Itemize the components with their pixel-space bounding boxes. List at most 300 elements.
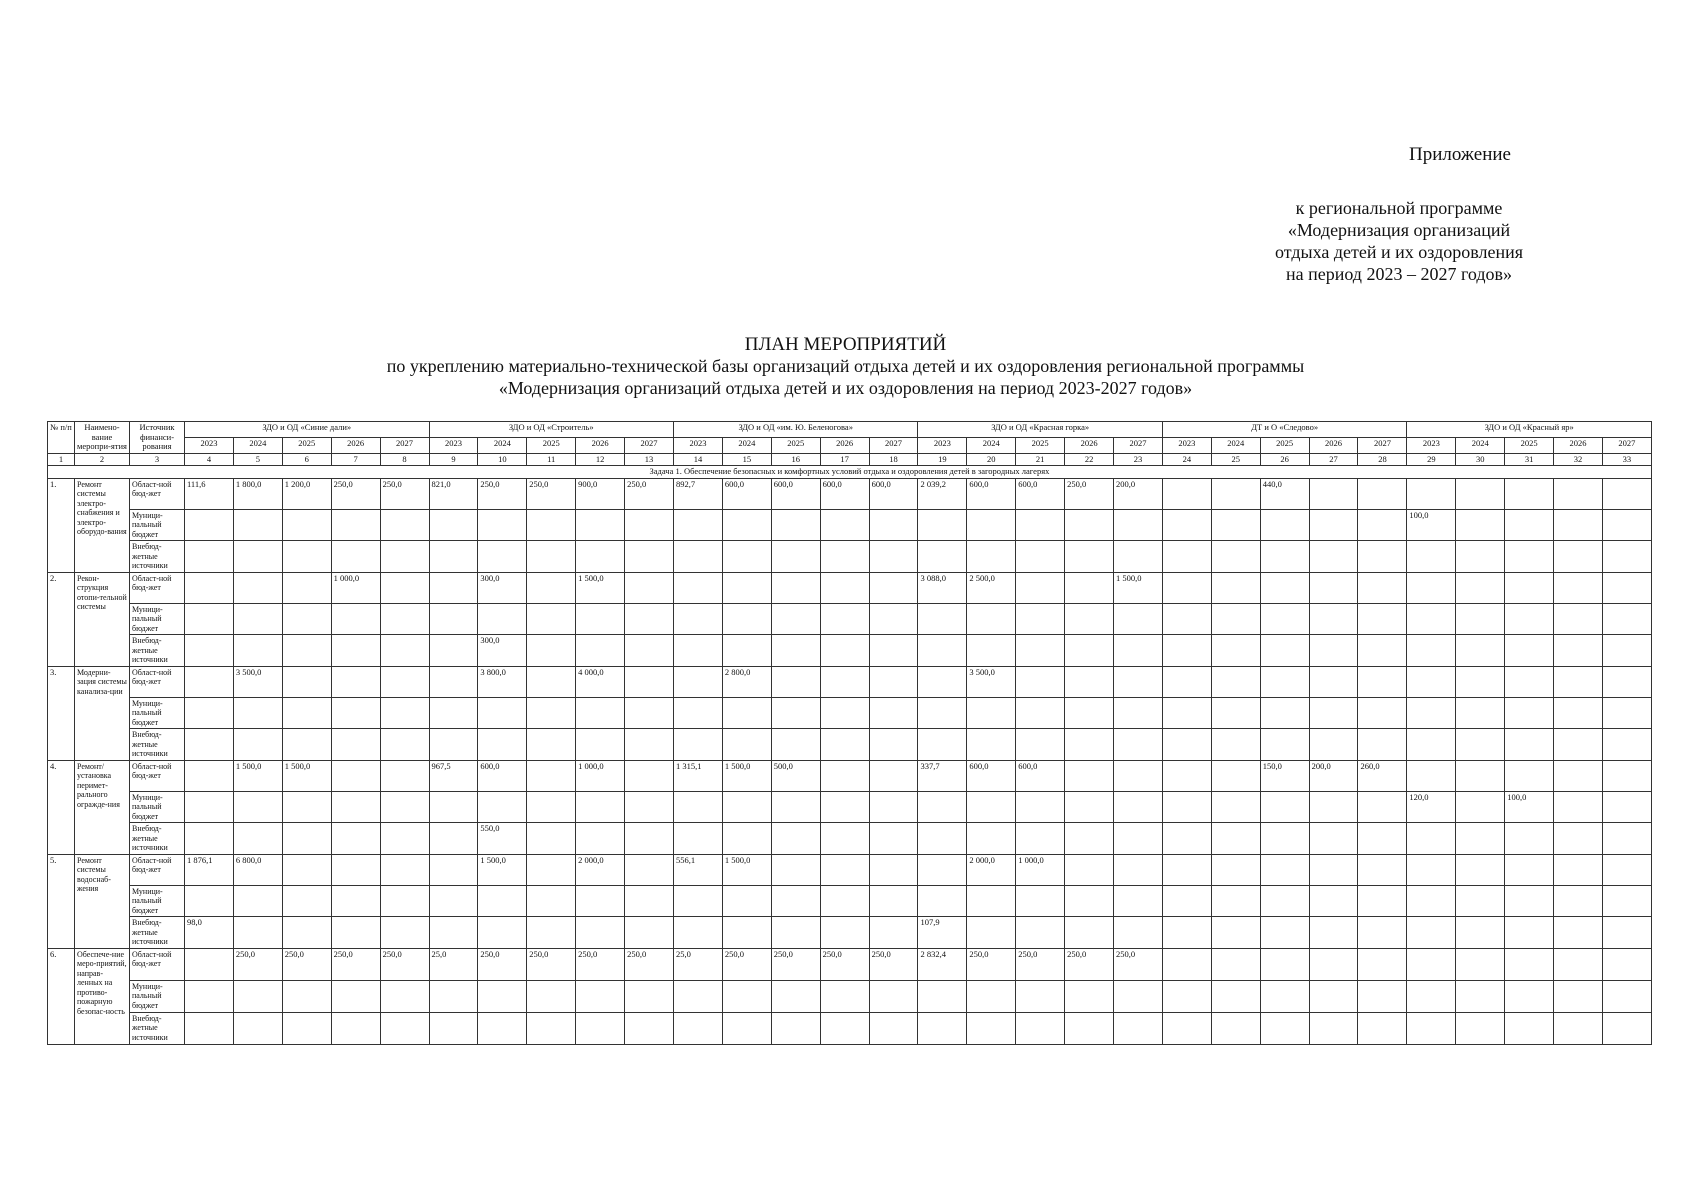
value-cell <box>1554 854 1603 885</box>
value-cell <box>869 666 918 697</box>
value-cell <box>478 980 527 1012</box>
value-cell <box>625 509 674 541</box>
value-cell <box>674 666 723 697</box>
value-cell <box>233 541 282 573</box>
value-cell <box>1456 635 1505 667</box>
value-cell <box>429 729 478 761</box>
value-cell <box>185 666 234 697</box>
value-cell <box>820 1012 869 1044</box>
value-cell <box>967 541 1016 573</box>
value-cell <box>1602 917 1651 949</box>
value-cell <box>967 697 1016 729</box>
value-cell <box>1554 917 1603 949</box>
value-cell: 250,0 <box>625 478 674 509</box>
value-cell <box>967 1012 1016 1044</box>
value-cell <box>674 823 723 855</box>
year-header: 2025 <box>527 437 576 453</box>
column-number: 18 <box>869 453 918 466</box>
value-cell <box>527 729 576 761</box>
value-cell: 98,0 <box>185 917 234 949</box>
value-cell: 250,0 <box>478 478 527 509</box>
year-header: 2025 <box>1260 437 1309 453</box>
value-cell <box>331 729 380 761</box>
value-cell <box>674 541 723 573</box>
value-cell <box>527 666 576 697</box>
value-cell <box>429 541 478 573</box>
value-cell: 250,0 <box>331 948 380 980</box>
value-cell: 250,0 <box>625 948 674 980</box>
table-row <box>48 885 1652 917</box>
column-number: 24 <box>1162 453 1211 466</box>
value-cell <box>1211 635 1260 667</box>
value-cell <box>1065 603 1114 635</box>
value-cell: 892,7 <box>674 478 723 509</box>
value-cell <box>869 509 918 541</box>
value-cell <box>1260 509 1309 541</box>
value-cell <box>429 885 478 917</box>
value-cell <box>1456 666 1505 697</box>
value-cell <box>820 760 869 791</box>
value-cell <box>527 885 576 917</box>
value-cell <box>282 666 331 697</box>
value-cell <box>1554 572 1603 603</box>
value-cell <box>869 729 918 761</box>
value-cell <box>1309 885 1358 917</box>
value-cell: 111,6 <box>185 478 234 509</box>
value-cell <box>233 509 282 541</box>
value-cell <box>1114 885 1163 917</box>
value-cell <box>1456 729 1505 761</box>
value-cell <box>233 572 282 603</box>
value-cell <box>478 1012 527 1044</box>
value-cell <box>1114 635 1163 667</box>
value-cell <box>380 541 429 573</box>
column-number: 27 <box>1309 453 1358 466</box>
column-number: 13 <box>625 453 674 466</box>
value-cell <box>722 541 771 573</box>
program-reference-line: к региональной программе <box>1295 198 1503 218</box>
value-cell <box>625 885 674 917</box>
value-cell <box>1211 1012 1260 1044</box>
value-cell: 2 800,0 <box>722 666 771 697</box>
value-cell <box>1407 603 1456 635</box>
value-cell <box>1016 885 1065 917</box>
year-header: 2025 <box>282 437 331 453</box>
value-cell: 337,7 <box>918 760 967 791</box>
year-header: 2027 <box>1602 437 1651 453</box>
value-cell: 821,0 <box>429 478 478 509</box>
value-cell <box>1211 541 1260 573</box>
value-cell <box>869 603 918 635</box>
value-cell <box>1358 635 1407 667</box>
value-cell <box>1260 1012 1309 1044</box>
value-cell <box>185 509 234 541</box>
funding-source: Муници-пальный бюджет <box>130 980 185 1012</box>
year-header: 2026 <box>1554 437 1603 453</box>
value-cell <box>674 603 723 635</box>
value-cell <box>1505 541 1554 573</box>
value-cell <box>527 980 576 1012</box>
value-cell <box>1456 823 1505 855</box>
value-cell <box>576 509 625 541</box>
value-cell: 2 000,0 <box>576 854 625 885</box>
value-cell <box>1554 1012 1603 1044</box>
measure-name: Обеспече-ние меро-приятий, направ-ленных на противо-пожарную безопас-ность <box>75 948 130 1044</box>
value-cell <box>1211 666 1260 697</box>
value-cell <box>1211 948 1260 980</box>
value-cell: 25,0 <box>674 948 723 980</box>
value-cell <box>771 509 820 541</box>
value-cell <box>1114 854 1163 885</box>
value-cell <box>1211 885 1260 917</box>
value-cell <box>282 1012 331 1044</box>
funding-source: Муници-пальный бюджет <box>130 509 185 541</box>
value-cell: 1 000,0 <box>331 572 380 603</box>
year-header: 2023 <box>185 437 234 453</box>
year-header: 2027 <box>380 437 429 453</box>
value-cell <box>1065 509 1114 541</box>
program-reference <box>1229 197 1569 285</box>
value-cell <box>918 885 967 917</box>
table-row <box>48 948 1652 980</box>
measure-name: Рекон-струкция отопи-тельной системы <box>75 572 130 666</box>
value-cell: 250,0 <box>380 948 429 980</box>
column-number: 5 <box>233 453 282 466</box>
value-cell <box>869 572 918 603</box>
value-cell <box>1456 572 1505 603</box>
value-cell <box>233 1012 282 1044</box>
value-cell <box>1260 697 1309 729</box>
value-cell: 1 000,0 <box>1016 854 1065 885</box>
value-cell <box>1260 917 1309 949</box>
value-cell <box>185 948 234 980</box>
value-cell: 107,9 <box>918 917 967 949</box>
value-cell: 260,0 <box>1358 760 1407 791</box>
value-cell <box>282 603 331 635</box>
value-cell <box>429 854 478 885</box>
row-number: 3. <box>48 666 75 760</box>
column-number: 14 <box>674 453 723 466</box>
value-cell <box>429 917 478 949</box>
value-cell <box>674 980 723 1012</box>
value-cell: 1 500,0 <box>282 760 331 791</box>
year-header: 2023 <box>674 437 723 453</box>
value-cell: 600,0 <box>478 760 527 791</box>
value-cell <box>1309 603 1358 635</box>
year-header: 2025 <box>1016 437 1065 453</box>
value-cell <box>918 541 967 573</box>
value-cell: 1 500,0 <box>233 760 282 791</box>
value-cell <box>1505 478 1554 509</box>
value-cell <box>1358 541 1407 573</box>
value-cell <box>820 729 869 761</box>
value-cell <box>1016 509 1065 541</box>
value-cell <box>674 917 723 949</box>
year-header: 2026 <box>1065 437 1114 453</box>
value-cell <box>771 635 820 667</box>
value-cell <box>1114 509 1163 541</box>
value-cell <box>282 729 331 761</box>
value-cell <box>429 572 478 603</box>
column-number: 33 <box>1602 453 1651 466</box>
column-number: 26 <box>1260 453 1309 466</box>
column-number: 3 <box>130 453 185 466</box>
value-cell <box>625 980 674 1012</box>
value-cell <box>1260 791 1309 823</box>
value-cell <box>1358 823 1407 855</box>
value-cell <box>1211 980 1260 1012</box>
value-cell <box>1016 823 1065 855</box>
value-cell <box>1554 791 1603 823</box>
value-cell <box>771 980 820 1012</box>
value-cell <box>1407 980 1456 1012</box>
value-cell <box>820 635 869 667</box>
value-cell: 4 000,0 <box>576 666 625 697</box>
value-cell <box>869 541 918 573</box>
value-cell: 900,0 <box>576 478 625 509</box>
value-cell <box>331 1012 380 1044</box>
value-cell <box>1114 760 1163 791</box>
row-number: 1. <box>48 478 75 572</box>
value-cell <box>331 854 380 885</box>
value-cell <box>185 697 234 729</box>
value-cell <box>1065 666 1114 697</box>
value-cell: 250,0 <box>233 948 282 980</box>
value-cell <box>1505 917 1554 949</box>
value-cell <box>1456 791 1505 823</box>
year-header: 2027 <box>1114 437 1163 453</box>
year-header: 2024 <box>233 437 282 453</box>
value-cell <box>1309 1012 1358 1044</box>
value-cell: 1 000,0 <box>576 760 625 791</box>
value-cell <box>1260 885 1309 917</box>
org-header: ЗДО и ОД «Синие дали» <box>185 422 430 438</box>
value-cell <box>722 791 771 823</box>
value-cell <box>1505 729 1554 761</box>
value-cell <box>527 760 576 791</box>
value-cell: 600,0 <box>967 760 1016 791</box>
value-cell <box>918 603 967 635</box>
column-number: 22 <box>1065 453 1114 466</box>
value-cell <box>1065 823 1114 855</box>
value-cell: 1 200,0 <box>282 478 331 509</box>
value-cell <box>527 854 576 885</box>
column-number: 7 <box>331 453 380 466</box>
value-cell <box>1309 541 1358 573</box>
value-cell <box>1260 854 1309 885</box>
value-cell <box>820 791 869 823</box>
value-cell <box>1114 541 1163 573</box>
value-cell <box>1211 603 1260 635</box>
value-cell <box>1456 509 1505 541</box>
column-number: 23 <box>1114 453 1163 466</box>
value-cell <box>1554 697 1603 729</box>
value-cell: 250,0 <box>478 948 527 980</box>
value-cell <box>185 823 234 855</box>
value-cell <box>1309 478 1358 509</box>
value-cell <box>1016 729 1065 761</box>
value-cell <box>1456 603 1505 635</box>
column-number: 1 <box>48 453 75 466</box>
value-cell <box>1358 791 1407 823</box>
value-cell <box>1114 980 1163 1012</box>
value-cell <box>185 980 234 1012</box>
value-cell <box>820 509 869 541</box>
year-header: 2024 <box>1456 437 1505 453</box>
value-cell <box>185 572 234 603</box>
value-cell <box>722 603 771 635</box>
value-cell <box>1016 791 1065 823</box>
value-cell <box>331 980 380 1012</box>
value-cell <box>869 697 918 729</box>
value-cell <box>722 917 771 949</box>
value-cell: 250,0 <box>771 948 820 980</box>
value-cell <box>1358 948 1407 980</box>
value-cell <box>1554 729 1603 761</box>
value-cell <box>380 572 429 603</box>
value-cell: 1 500,0 <box>1114 572 1163 603</box>
value-cell <box>1211 791 1260 823</box>
value-cell <box>576 635 625 667</box>
value-cell <box>1065 885 1114 917</box>
value-cell: 1 500,0 <box>722 854 771 885</box>
year-header: 2025 <box>771 437 820 453</box>
value-cell <box>527 917 576 949</box>
value-cell <box>429 823 478 855</box>
year-header: 2026 <box>1309 437 1358 453</box>
table-row <box>48 980 1652 1012</box>
value-cell: 300,0 <box>478 635 527 667</box>
appendix-label: Приложение <box>1409 144 1511 165</box>
value-cell <box>625 1012 674 1044</box>
value-cell <box>282 980 331 1012</box>
value-cell <box>1016 980 1065 1012</box>
column-number: 11 <box>527 453 576 466</box>
value-cell <box>1309 917 1358 949</box>
year-header: 2027 <box>1358 437 1407 453</box>
funding-source: Внебюд-жетные источники <box>130 1012 185 1044</box>
value-cell: 2 500,0 <box>967 572 1016 603</box>
value-cell <box>674 572 723 603</box>
column-number: 9 <box>429 453 478 466</box>
column-number: 12 <box>576 453 625 466</box>
value-cell <box>1162 885 1211 917</box>
value-cell <box>625 917 674 949</box>
value-cell <box>429 697 478 729</box>
value-cell: 600,0 <box>1016 478 1065 509</box>
value-cell <box>1162 572 1211 603</box>
value-cell <box>625 666 674 697</box>
value-cell <box>233 980 282 1012</box>
value-cell <box>233 697 282 729</box>
value-cell <box>527 791 576 823</box>
value-cell: 250,0 <box>576 948 625 980</box>
value-cell <box>1309 509 1358 541</box>
table-row <box>48 603 1652 635</box>
value-cell <box>380 917 429 949</box>
value-cell <box>722 980 771 1012</box>
value-cell <box>331 917 380 949</box>
value-cell <box>1358 885 1407 917</box>
table-row <box>48 791 1652 823</box>
value-cell <box>674 635 723 667</box>
value-cell <box>1162 791 1211 823</box>
value-cell <box>1407 541 1456 573</box>
value-cell <box>1505 980 1554 1012</box>
value-cell <box>1456 697 1505 729</box>
value-cell <box>1602 854 1651 885</box>
value-cell <box>380 666 429 697</box>
value-cell <box>1309 948 1358 980</box>
value-cell <box>820 666 869 697</box>
value-cell <box>1505 885 1554 917</box>
value-cell <box>771 666 820 697</box>
value-cell: 967,5 <box>429 760 478 791</box>
year-header: 2027 <box>625 437 674 453</box>
value-cell <box>918 1012 967 1044</box>
funding-source: Муници-пальный бюджет <box>130 697 185 729</box>
value-cell <box>722 572 771 603</box>
row-number: 5. <box>48 854 75 948</box>
value-cell <box>1016 1012 1065 1044</box>
value-cell: 200,0 <box>1114 478 1163 509</box>
col-source-header: Источник финанси-рования <box>130 422 185 454</box>
value-cell: 300,0 <box>478 572 527 603</box>
value-cell <box>918 729 967 761</box>
year-header: 2026 <box>331 437 380 453</box>
value-cell <box>1602 948 1651 980</box>
column-number: 10 <box>478 453 527 466</box>
value-cell <box>1211 823 1260 855</box>
value-cell <box>1505 572 1554 603</box>
value-cell <box>869 823 918 855</box>
value-cell <box>625 541 674 573</box>
column-number: 28 <box>1358 453 1407 466</box>
value-cell: 250,0 <box>527 948 576 980</box>
value-cell <box>1309 666 1358 697</box>
value-cell <box>869 980 918 1012</box>
value-cell <box>1505 697 1554 729</box>
column-number: 20 <box>967 453 1016 466</box>
value-cell <box>380 509 429 541</box>
value-cell <box>331 541 380 573</box>
value-cell <box>869 791 918 823</box>
value-cell <box>1407 572 1456 603</box>
value-cell <box>331 509 380 541</box>
value-cell <box>869 917 918 949</box>
value-cell <box>185 729 234 761</box>
value-cell <box>478 885 527 917</box>
value-cell: 1 500,0 <box>722 760 771 791</box>
value-cell <box>1260 635 1309 667</box>
value-cell: 2 039,2 <box>918 478 967 509</box>
value-cell <box>1358 509 1407 541</box>
value-cell <box>869 635 918 667</box>
value-cell: 250,0 <box>1065 948 1114 980</box>
value-cell <box>771 917 820 949</box>
column-number: 16 <box>771 453 820 466</box>
year-header: 2025 <box>1505 437 1554 453</box>
value-cell <box>820 697 869 729</box>
value-cell <box>967 980 1016 1012</box>
value-cell <box>967 823 1016 855</box>
value-cell <box>1407 760 1456 791</box>
value-cell <box>1162 697 1211 729</box>
value-cell <box>1407 917 1456 949</box>
value-cell <box>1602 478 1651 509</box>
value-cell <box>1554 948 1603 980</box>
value-cell <box>1016 572 1065 603</box>
